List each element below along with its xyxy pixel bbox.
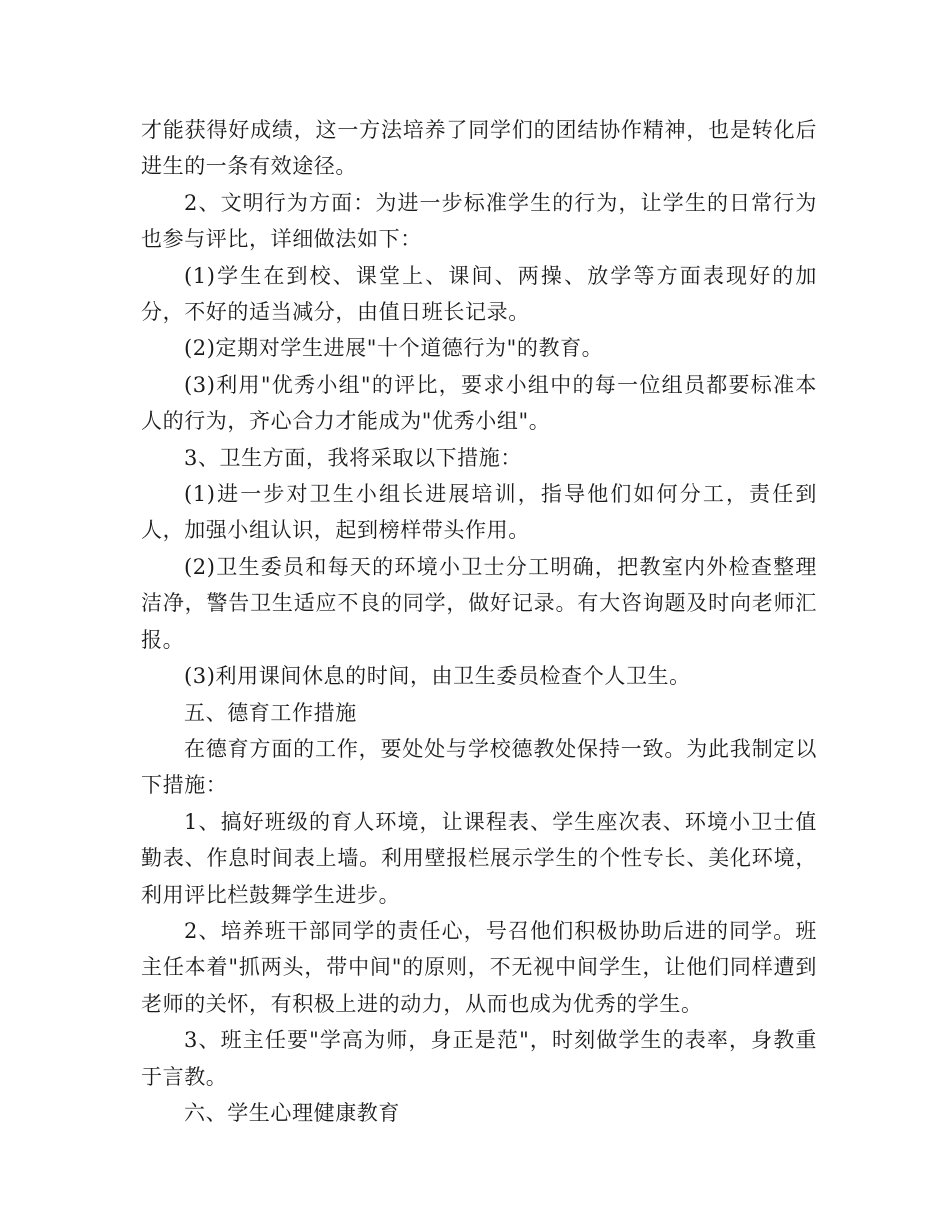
paragraph: (3)利用课间休息的时间，由卫生委员检查个人卫生。: [184, 664, 691, 689]
paragraph: 1、搞好班级的育人环境，让课程表、学生座次表、环境小卫士值勤表、作息时间表上墙。利用壁报栏展示学生的个性专长、美化环境，利用评比栏鼓舞学生进步。: [141, 809, 817, 907]
paragraph: (2)定期对学生进展"十个道德行为"的教育。: [184, 336, 604, 361]
document-body: [141, 112, 817, 1131]
paragraph: 3、卫生方面，我将采取以下措施：: [184, 445, 522, 470]
paragraph: (1)学生在到校、课堂上、课间、两操、放学等方面表现好的加分，不好的适当减分，由值日班长记录。: [141, 263, 817, 325]
paragraph: 才能获得好成绩，这一方法培养了同学们的团结协作精神，也是转化后进生的一条有效途径。: [141, 118, 817, 179]
paragraph: 在德育方面的工作，要处处与学校德教处保持一致。为此我制定以下措施：: [141, 736, 817, 798]
paragraph: (3)利用"优秀小组"的评比，要求小组中的每一位组员都要标准本人的行为，齐心合力才能成为"优秀小组"。: [141, 372, 817, 434]
paragraph: 3、班主任要"学高为师，身正是范"，时刻做学生的表率，身教重于言教。: [141, 1028, 817, 1089]
paragraph: (1)进一步对卫生小组长进展培训，指导他们如何分工，责任到人，加强小组认识，起到榜样带头作用。: [141, 482, 817, 543]
paragraph: 2、培养班干部同学的责任心，号召他们积极协助后进的同学。班主任本着"抓两头，带中间"的原则，不无视中间学生，让他们同样遭到老师的关怀，有积极上进的动力，从而也成为优秀的学生。: [141, 918, 817, 1016]
paragraph: 2、文明行为方面：为进一步标准学生的行为，让学生的日常行为也参与评比，详细做法如下：: [141, 190, 817, 252]
section-heading: 五、德育工作措施: [184, 700, 357, 725]
paragraph: (2)卫生委员和每天的环境小卫士分工明确，把教室内外检查整理洁净，警告卫生适应不良的同学，做好记录。有大咨询题及时向老师汇报。: [141, 554, 817, 652]
section-heading: 六、学生心理健康教育: [184, 1100, 400, 1125]
